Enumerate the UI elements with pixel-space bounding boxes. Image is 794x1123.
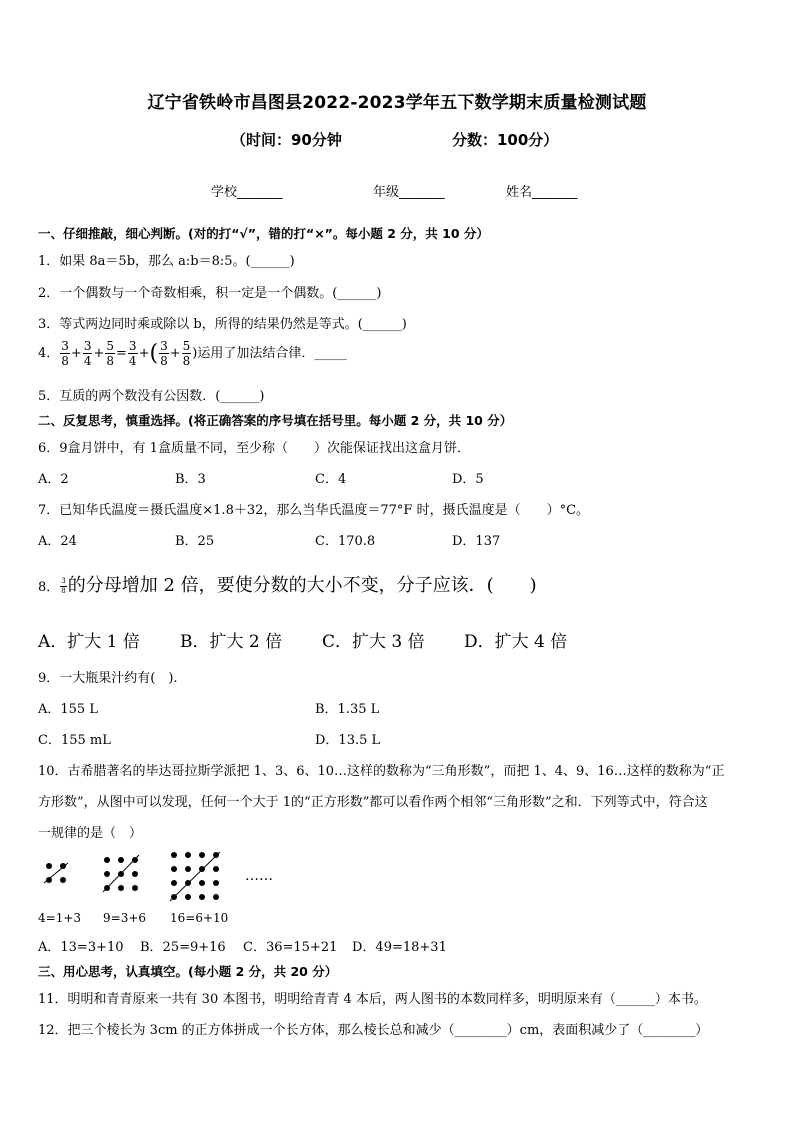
school-field: 学校_______ [211, 185, 283, 200]
caption-4: 4=1+3 [38, 911, 82, 925]
q9-option-d: D．13.5 L [315, 733, 381, 748]
figure-16-dots [170, 852, 220, 901]
q10-option-c: C．36=15+21 [243, 940, 338, 955]
question-1: 1．如果 8a＝5b，那么 a:b＝8:5。(______) [38, 254, 295, 269]
figure-9-dots [103, 855, 139, 892]
page-title: 辽宁省铁岭市昌图县2022-2023学年五下数学期末质量检测试题 [147, 93, 647, 113]
question-8 [38, 571, 537, 597]
q10-option-d: D．49=18+31 [352, 940, 447, 955]
q9-option-b: B．1.35 L [315, 702, 380, 717]
fraction-3-4: $\frac{3}{4}$ [83, 339, 92, 368]
question-4: 4． $\frac{3}{8}$ + $\frac{3}{4}$ + $\frac{5}{8}$ = $\frac{3}{4}$ +( $\frac{3}{8}$ + $\frac{5}{8}$ )运用了加法结合律．_____ [38, 339, 347, 368]
question-4-text: )运用了加法结合律．_____ [192, 346, 347, 361]
question-5: 5．互质的两个数没有公因数．(______) [38, 389, 265, 404]
exam-time: （时间：90分钟 [231, 131, 342, 149]
question-6: 6．9盒月饼中，有 1盒质量不同，至少称（ ）次能保证找出这盒月饼． [38, 441, 470, 456]
fraction-3-8-b: $\frac{3}{8}$ [160, 339, 168, 368]
fraction-5-8: $\frac{5}{8}$ [106, 339, 115, 368]
q8-option-a: A．扩大 1 倍 [38, 632, 140, 652]
question-4-number: 4． [38, 346, 60, 361]
caption-9: 9=3+6 [103, 911, 147, 925]
q8-option-d: D．扩大 4 倍 [464, 632, 568, 652]
name-field: 姓名_______ [506, 185, 578, 200]
question-2: 2．一个偶数与一个奇数相乘，积一定是一个偶数。(______) [38, 286, 382, 301]
q6-option-b: B．3 [175, 472, 206, 487]
exam-score: 分数：100分） [452, 131, 559, 149]
figure-4-dots [44, 863, 68, 883]
fraction-3-8: $\frac{3}{8}$ [61, 339, 69, 368]
square-number-figures [38, 852, 238, 902]
question-10-line-1: 10．古希腊著名的毕达哥拉斯学派把 1、3、6、10…这样的数称为“三角形数”，而把 1、4、9、16…这样的数称为“正 [38, 764, 725, 779]
question-10-line-2: 方形数”，从图中可以发现，任何一个大于 1的“正方形数”都可以看作两个相邻“三角形数”之和．下列等式中，符合这 [38, 795, 708, 810]
q10-option-b: B．25=9+16 [140, 940, 226, 955]
q9-option-c: C．155 mL [38, 733, 111, 748]
q7-option-b: B．25 [175, 534, 215, 549]
caption-16: 16=6+10 [170, 911, 229, 925]
fraction-3-8-small: $\frac{3}{8}$ [61, 576, 66, 595]
q9-option-a: A．155 L [38, 702, 98, 717]
question-11: 11．明明和青青原来一共有 30 本图书，明明给青青 4 本后，两人图书的本数同样多，明明原来有（______）本书。 [38, 992, 707, 1007]
q7-option-c: C．170.8 [315, 534, 376, 549]
question-3: 3．等式两边同时乘或除以 b，所得的结果仍然是等式。(______) [38, 317, 407, 332]
q6-option-c: C．4 [315, 472, 347, 487]
q6-option-a: A．2 [38, 472, 69, 487]
section-1-heading: 一、仔细推敲，细心判断。(对的打“√”，错的打“×”。每小题 2 分，共 10 分） [38, 226, 489, 241]
q10-option-a: A．13=3+10 [38, 940, 124, 955]
question-12: 12．把三个棱长为 3cm 的正方体拼成一个长方体，那么棱长总和减少（________）cm，表面积减少了（________） [38, 1023, 709, 1038]
q6-option-d: D．5 [452, 472, 484, 487]
question-8-text: 的分母增加 2 倍，要使分数的大小不变，分子应该．( ) [67, 575, 537, 596]
q7-option-d: D．137 [452, 534, 501, 549]
q8-option-b: B．扩大 2 倍 [180, 632, 283, 652]
q8-option-c: C．扩大 3 倍 [322, 632, 425, 652]
grade-field: 年级_______ [373, 185, 445, 200]
question-10-line-3: 一规律的是（ ） [38, 826, 143, 841]
q7-option-a: A．24 [38, 534, 77, 549]
section-2-heading: 二、反复思考，慎重选择。(将正确答案的序号填在括号里。每小题 2 分，共 10 分） [38, 413, 513, 428]
section-3-heading: 三、用心思考，认真填空。(每小题 2 分，共 20 分） [38, 964, 338, 979]
figure-ellipsis: …… [245, 868, 273, 884]
fraction-5-8-b: $\frac{5}{8}$ [182, 339, 191, 368]
question-7: 7．已知华氏温度＝摄氏温度×1.8＋32，那么当华氏温度＝77°F 时，摄氏温度是（ ）°C。 [38, 503, 590, 518]
question-8-number: 8． [38, 580, 60, 595]
fraction-3-4-b: $\frac{3}{4}$ [128, 339, 137, 368]
question-9: 9．一大瓶果汁约有( ). [38, 671, 178, 686]
